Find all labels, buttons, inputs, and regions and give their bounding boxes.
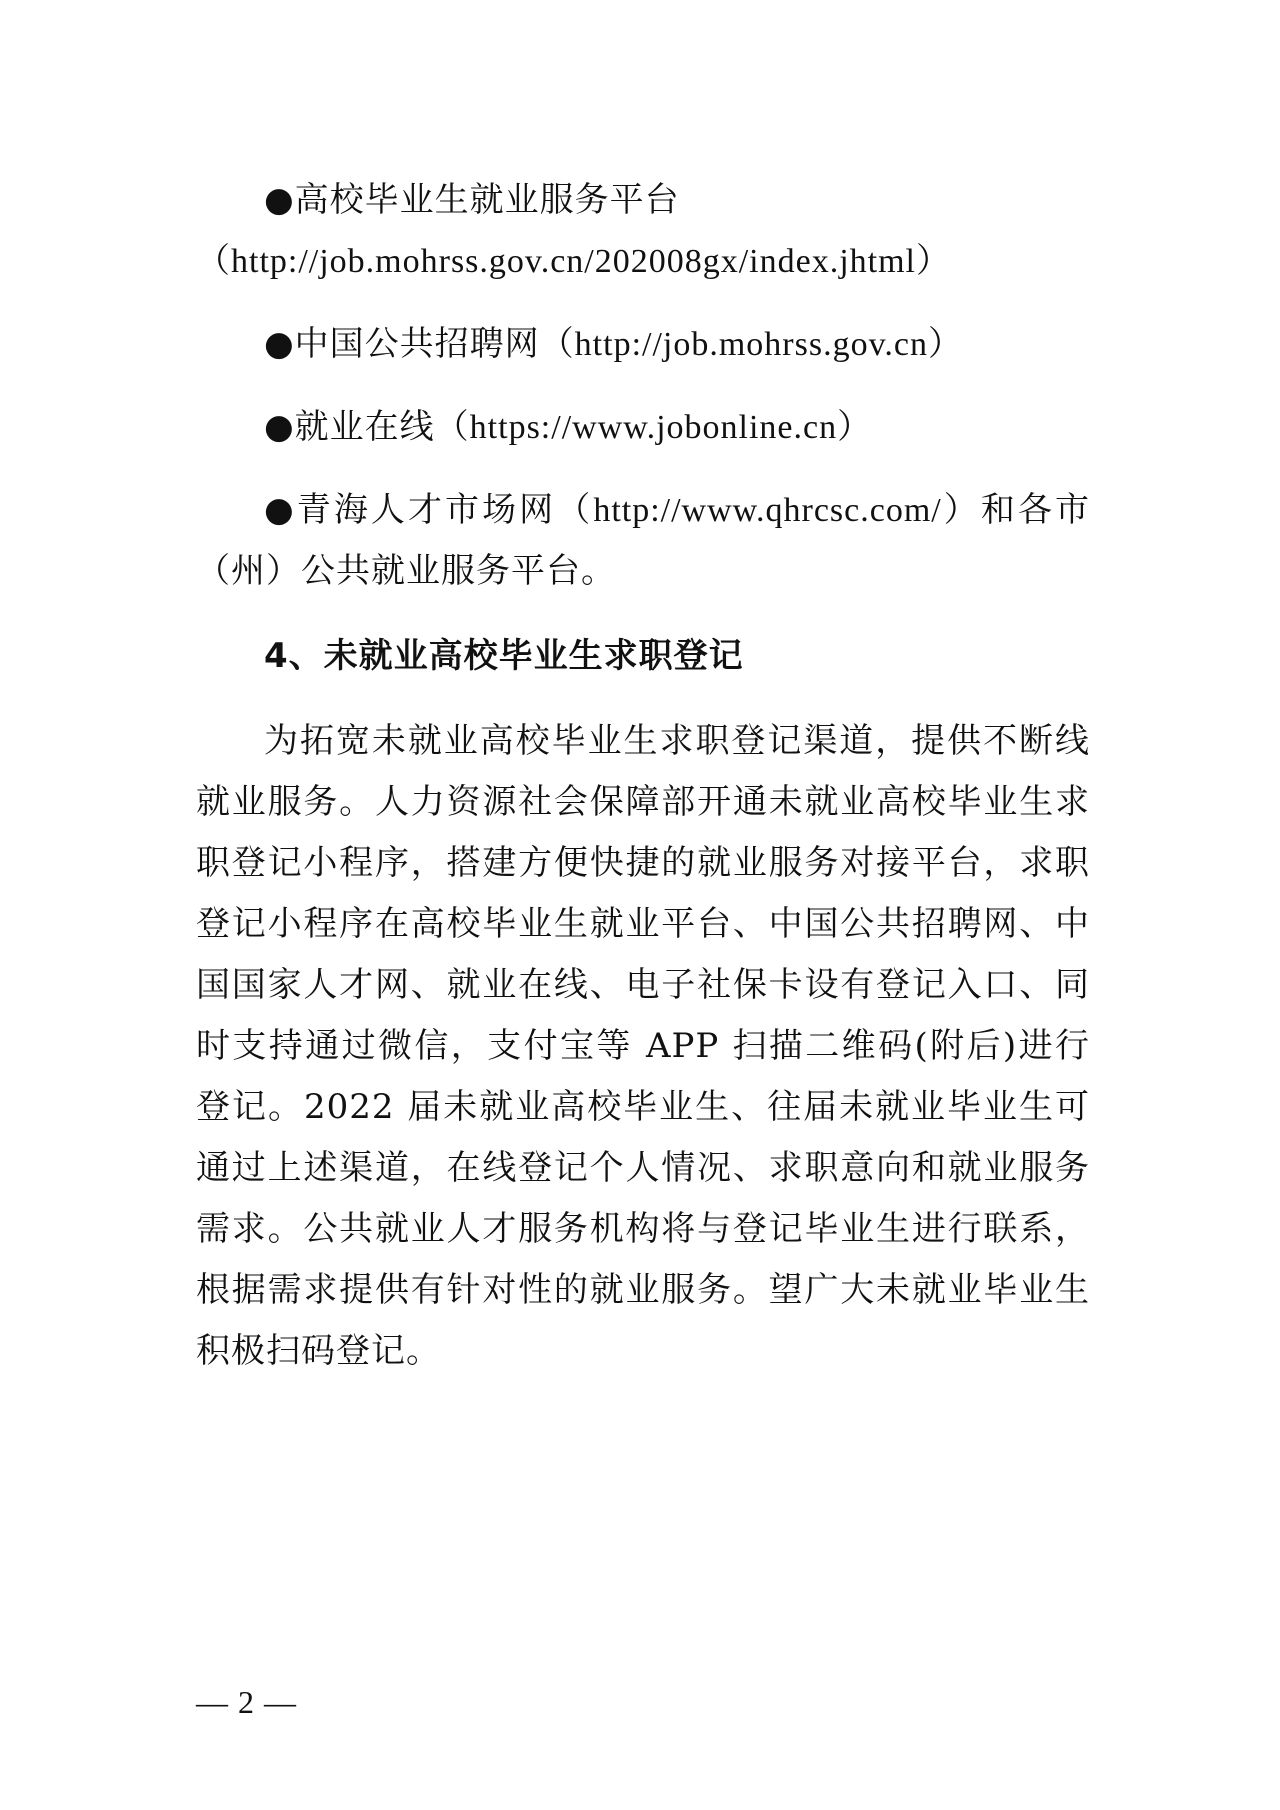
bullet-item-2 [196,314,1090,375]
platform-url: （http://job.mohrss.gov.cn） [539,326,963,363]
bullet-item-3 [196,397,1090,458]
body-paragraph: 为拓宽未就业高校毕业生求职登记渠道，提供不断线就业服务。人力资源社会保障部开通未就业高校毕业生求职登记小程序，搭建方便快捷的就业服务对接平台，求职登记小程序在高校毕业生就业平台、中国公共招聘网、中国国家人才网、就业在线、电子社保卡设有登记入口、同时支持通过微信，支付宝等 APP 扫描二维码(附后)进行登记。2022 届未就业高校毕业生、往届未就业毕业生可通过上述渠道，在线登记个人情况、求职意向和就业服务需求。公共就业人才服务机构将与登记毕业生进行联系，根据需求提供有针对性的就业服务。望广大未就业毕业生积极扫码登记。 [196,721,1090,1371]
platform-name: 就业在线 [294,407,435,447]
bullet-item-1 [196,170,1090,231]
bullet-item-1-url-line [196,231,1090,292]
platform-name: 高校毕业生就业服务平台 [294,180,680,220]
platform-suffix: 和各市（州）公共就业服务平台。 [196,490,1091,591]
platform-url: （http://www.qhrcsc.com/） [556,492,981,529]
bullet-marker: ● [264,490,297,530]
page-number: — 2 — [196,1684,297,1720]
section-heading-text: 4、未就业高校毕业生求职登记 [264,636,744,676]
bullet-item-4 [196,480,1090,602]
bullet-marker: ● [264,407,295,447]
platform-name: 中国公共招聘网 [294,324,540,364]
section-heading [196,626,1090,687]
platform-url: （https://www.jobonline.cn） [434,409,873,446]
platform-name: 青海人才市场网 [296,490,557,530]
platform-url: （http://job.mohrss.gov.cn/202008gx/index.jhtml） [196,243,952,280]
bullet-marker: ● [264,324,295,364]
document-body [196,170,1090,1382]
bullet-marker: ● [264,180,295,220]
